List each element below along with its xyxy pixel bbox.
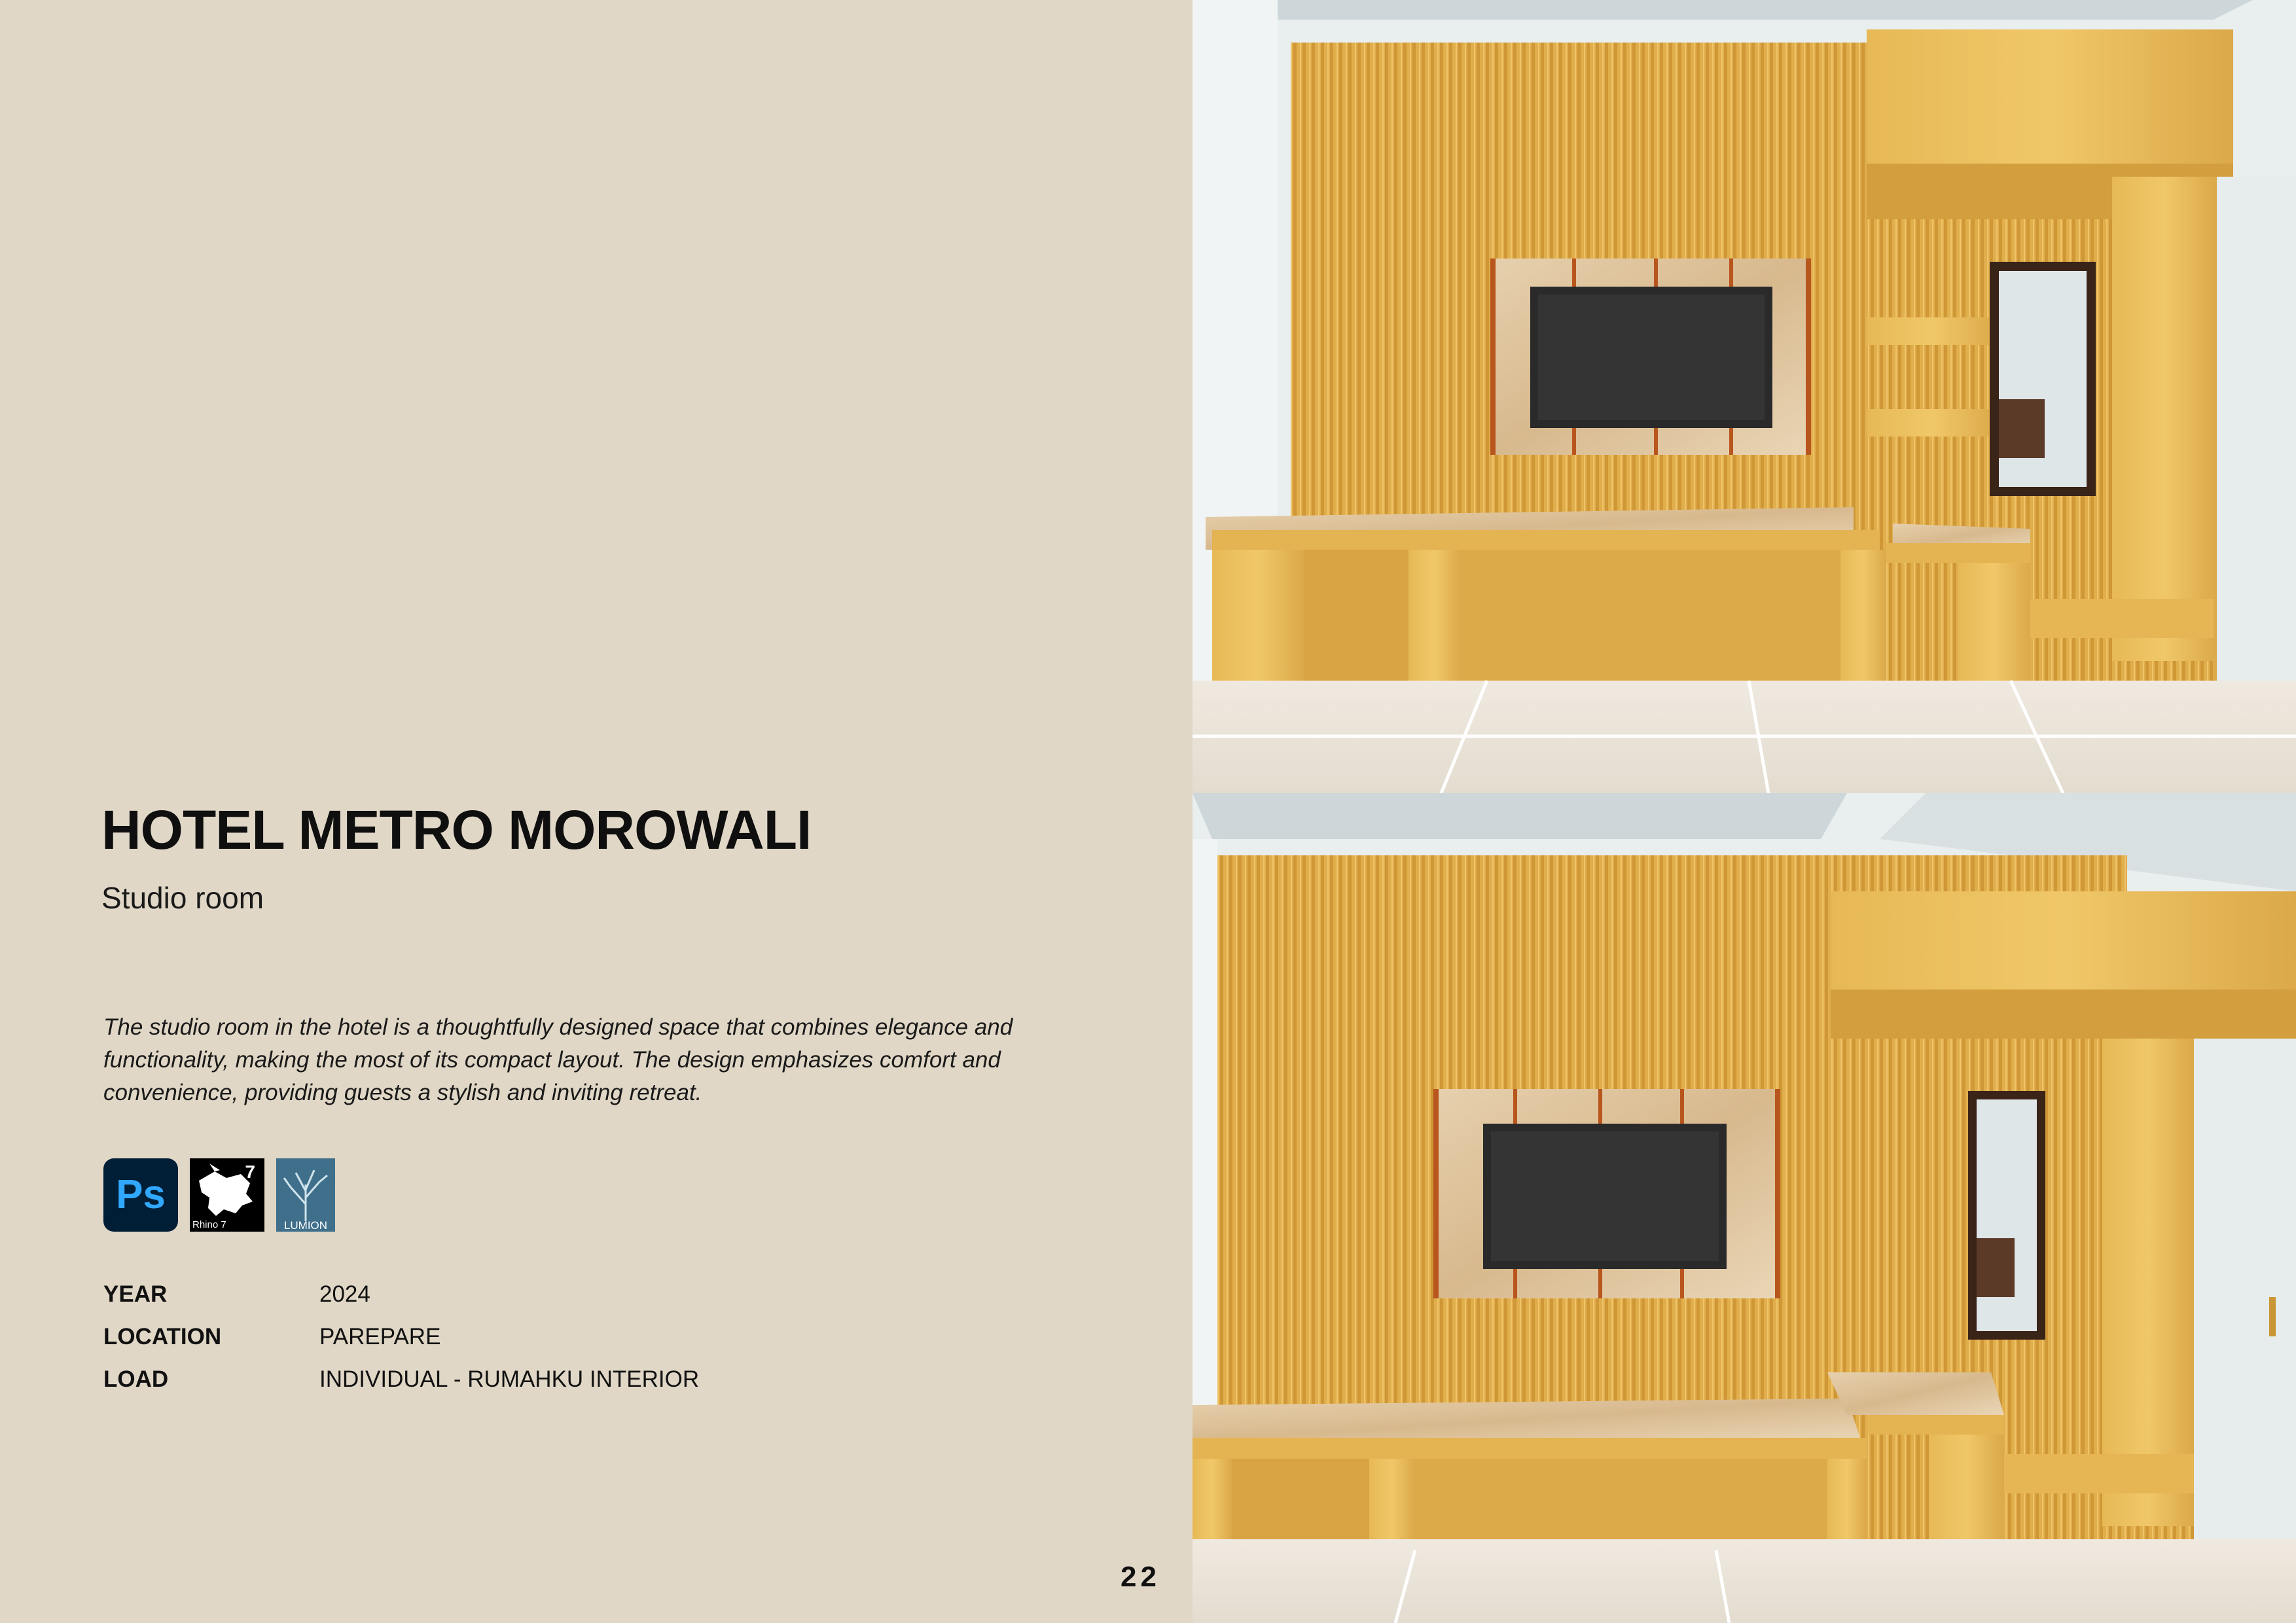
render-image-top [1193, 0, 2296, 793]
rhino-icon [190, 1158, 264, 1232]
photoshop-label: Ps [116, 1172, 166, 1217]
meta-label: YEAR [103, 1281, 168, 1307]
project-title: HOTEL METRO MOROWALI [101, 799, 812, 861]
lumion-icon [276, 1158, 351, 1232]
render-image-bottom [1193, 793, 2296, 1623]
project-description: The studio room in the hotel is a thoughtfully designed space that combines elegance and functionality, making the most of its compact layout. The design emphasizes comfort and convenience, providing guests a stylish and inviting retreat. [103, 1014, 1013, 1105]
rhino-badge: 7 [245, 1162, 255, 1182]
meta-value: PAREPARE [319, 1324, 441, 1349]
meta-label: LOCATION [103, 1324, 222, 1349]
lumion-label: LUMION [283, 1219, 328, 1232]
rhino-label: Rhino 7 [192, 1219, 226, 1230]
project-subtitle: Studio room [101, 881, 264, 915]
photoshop-icon [103, 1158, 178, 1232]
page-number: 22 [1121, 1561, 1160, 1593]
software-icons [103, 1158, 351, 1232]
meta-value: INDIVIDUAL - RUMAHKU INTERIOR [319, 1366, 700, 1392]
meta-label: LOAD [103, 1366, 169, 1392]
meta-value: 2024 [319, 1281, 370, 1307]
